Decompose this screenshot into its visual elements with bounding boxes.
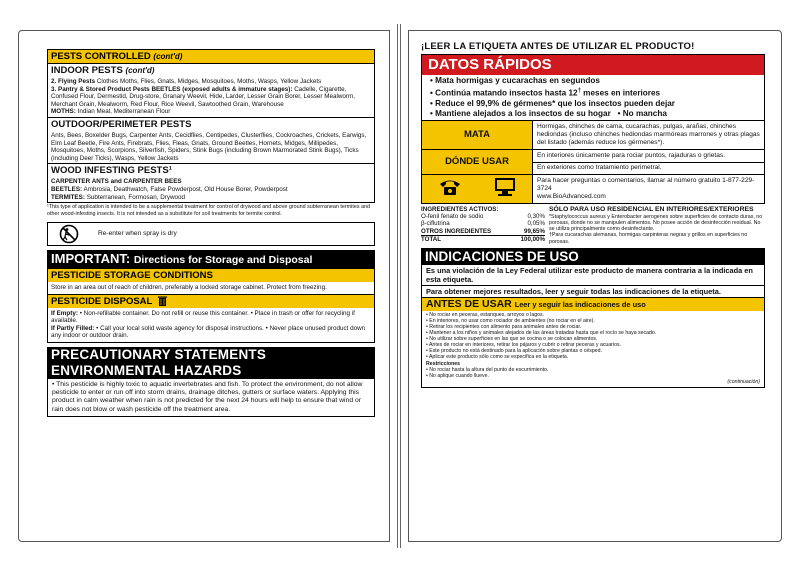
left-label-page	[18, 30, 390, 542]
residential-use-note: SÓLO PARA USO RESIDENCIAL EN INTERIORES/EXTERIORES *Staphylococcus aureus y Enterobacter aerogenes sobre superficies de contacto duras, no porosas, donde no se manipulen alimentos. No posee acción de desinfección residual. No se utiliza principalmente como desinfectante. †Para cucarachas alemanas, hormigas carpinteras negras y grillos en superficies no porosas.	[549, 205, 763, 245]
right-label-page	[408, 30, 782, 542]
reentry-text: Re-enter when spray is dry	[98, 230, 177, 238]
read-label-header: ¡LEER LA ETIQUETA ANTES DE UTILIZAR EL PRODUCTO!	[421, 41, 695, 52]
indicaciones-section	[421, 265, 765, 388]
trash-can-icon	[158, 296, 167, 306]
reentry-notice	[47, 222, 375, 246]
termite-footnote: ¹This type of application is intended to be a supplemental treatment for control of drywood and above ground subterranean termites and other wood-infesting insects. It is not intended as a substitute for soil treatments for termite control.	[47, 204, 371, 217]
outdoor-pests-text: Ants, Bees, Boxelder Bugs, Carpenter Ants, Cecidflies, Centipedes, Clusterflies, Cockroaches, Crickets, Earwigs, Elm Leaf Beetle, Fire Ants, Firebrats, Flies, Fleas, Gnats, Ground Beetles, Hornets, Midges, Millipedes, Mosquitoes, Moths, Scorpions, Silverfish, Spiders, Stink Bugs (including Brown Marmorated Stink Bugs), Ticks (including Deer Ticks), Wasps, Yellow Jackets	[51, 131, 367, 162]
antes-de-usar-heading: ANTES DE USAR Leer y seguir las indicaciones de uso	[422, 297, 764, 311]
continuation-note: (continuación)	[727, 378, 760, 385]
active-ingredients: INGREDIENTES ACTIVOS: O-fenil fenato de sodio 0,30% β-ciflutrina 0,05% OTROS INGREDIENTES 99,65% TOTAL 100,00%	[421, 205, 545, 243]
donde-usar-label: DÓNDE USAR	[422, 150, 532, 175]
donde-usar-text: En interiores únicamente para rociar puntos, rajaduras o grietas. En exteriores como tratamiento perimetral.	[532, 150, 764, 175]
quick-fact-2: • Continúa matando insectos hasta 12† meses en interiores	[430, 88, 661, 98]
disposal-text: If Empty: • Non-refillable container. Do not refill or reuse this container. • Place in trash or offer for recycling if available. If Partly Filled: • Call your local solid waste agency for disposal instructions. • Never place unused product down any indoor or outdoor drain.	[51, 309, 366, 340]
wood-pests-text: CARPENTER ANTS and CARPENTER BEES BEETLES: Ambrosia, Deathwatch, False Powderpost, Old House Borer, Powderpost TERMITES: Subterranean, Formosan, Drywood	[51, 178, 288, 201]
contact-text: Para hacer preguntas o comentarios, llamar al número gratuito 1-877-229-3724 www.BioAdvanced.com	[532, 175, 764, 203]
federal-law-text: Es una violación de la Ley Federal utilizar este producto de manera contraria a la indicada en esta etiqueta.	[426, 265, 753, 284]
indoor-pests-heading: INDOOR PESTS (cont'd)	[48, 63, 374, 77]
quick-facts-table	[422, 120, 764, 203]
contact-icons	[422, 175, 532, 203]
precautionary-heading: PRECAUTIONARY STATEMENTS	[47, 347, 375, 363]
outdoor-pests-heading: OUTDOOR/PERIMETER PESTS	[48, 117, 374, 131]
environmental-section	[47, 379, 375, 417]
important-heading: IMPORTANT: Directions for Storage and Disposal	[47, 250, 375, 269]
pests-controlled-heading: PESTS CONTROLLED (cont'd)	[48, 50, 374, 63]
quick-fact-1: • Mata hormigas y cucarachas en segundos	[430, 76, 600, 85]
ingredients-section	[421, 206, 765, 245]
storage-text: Store in an area out of reach of children, preferably a locked storage cabinet. Protect from freezing.	[51, 283, 327, 291]
pests-controlled-section	[47, 49, 375, 203]
wood-pests-heading: WOOD INFESTING PESTS¹	[48, 163, 374, 177]
environmental-heading: ENVIRONMENTAL HAZARDS	[47, 363, 375, 379]
disposal-heading: PESTICIDE DISPOSAL	[48, 294, 374, 308]
storage-heading: PESTICIDE STORAGE CONDITIONS	[48, 269, 374, 282]
storage-disposal-section	[47, 269, 375, 343]
booklet-spine	[390, 24, 408, 548]
datos-rapidos-heading: DATOS RÁPIDOS	[422, 55, 764, 75]
quick-fact-3: • Reduce el 99,9% de gérmenes* que los insectos pueden dejar	[430, 98, 675, 108]
indoor-pests-text: 2. Flying Pests Clothes Moths, Flies, Gnats, Midges, Mosquitoes, Moths, Wasps, Yellow Jackets 3. Pantry & Stored Product Pests BEETLES (exposed adults & immature stages): Cadelle, Cigarette, Confused Flour, Dermestid, Drug-store, Granary Weevil, Hide, Larder, Lesser Grain Borer, Lesser Mealworm, Merchant Grain, Mealworm, Red Flour, Rice Weevil, Sawtoothed Grain, Warehouse MOTHS: Indian Meal, Mediterranean Flour	[51, 78, 355, 116]
quick-fact-4: • Mantiene alejados a los insectos de su hogar • No mancha	[430, 108, 667, 118]
telephone-icon	[438, 178, 462, 199]
best-results-text: Para obtener mejores resultados, leer y seguir todas las indicaciones de la etiqueta.	[422, 285, 764, 297]
indicaciones-heading: INDICACIONES DE USO	[421, 248, 765, 265]
mata-label: MATA	[422, 121, 532, 150]
computer-icon	[493, 177, 517, 200]
mata-text: Hormigas, chinches de cama, cucarachas, pulgas, arañas, chinches hediondas (incluso chinches hediondas marmóreas marrones y otras plagas del listado (además reduce los gérmenes*).	[532, 121, 764, 150]
antes-de-usar-list: • No rociar en peceras, estanques, arroyos o lagos. • En interiores, no usar como rociador de ambientes (no rociar en el aire). • Retirar los recipientes con alimento para animales antes de rociar. • Mantener a los niños y animales alejados de las áreas tratadas hasta que el rocío se haya secado. • No utilizar sobre superficies en las que se cocina o se colocan alimentos. • Antes de rociar en interiores, retirar los pájaros y cubrir o retirar peceras y acuarios. • Este producto no está destinado para la aplicación sobre plantas o césped. • Aplicar este producto sólo como se especifica en la etiqueta. Restricciones • No rociar hasta la altura del punto de escurrimiento. • No aplique cuando llueve. (continuación)	[422, 311, 764, 387]
environmental-text: • This pesticide is highly toxic to aquatic invertebrates and fish. To protect the environment, do not allow pesticide to enter or run off into storm drains, drainage ditches, gutters or surface waters. Applying this product in calm weather when rain is not predicted for the next 24 hours will help to ensure that wind or rain does not blow or wash pesticide off the treatment area.	[52, 380, 363, 413]
datos-rapidos-section	[421, 54, 765, 204]
no-entry-person-icon	[56, 224, 82, 244]
